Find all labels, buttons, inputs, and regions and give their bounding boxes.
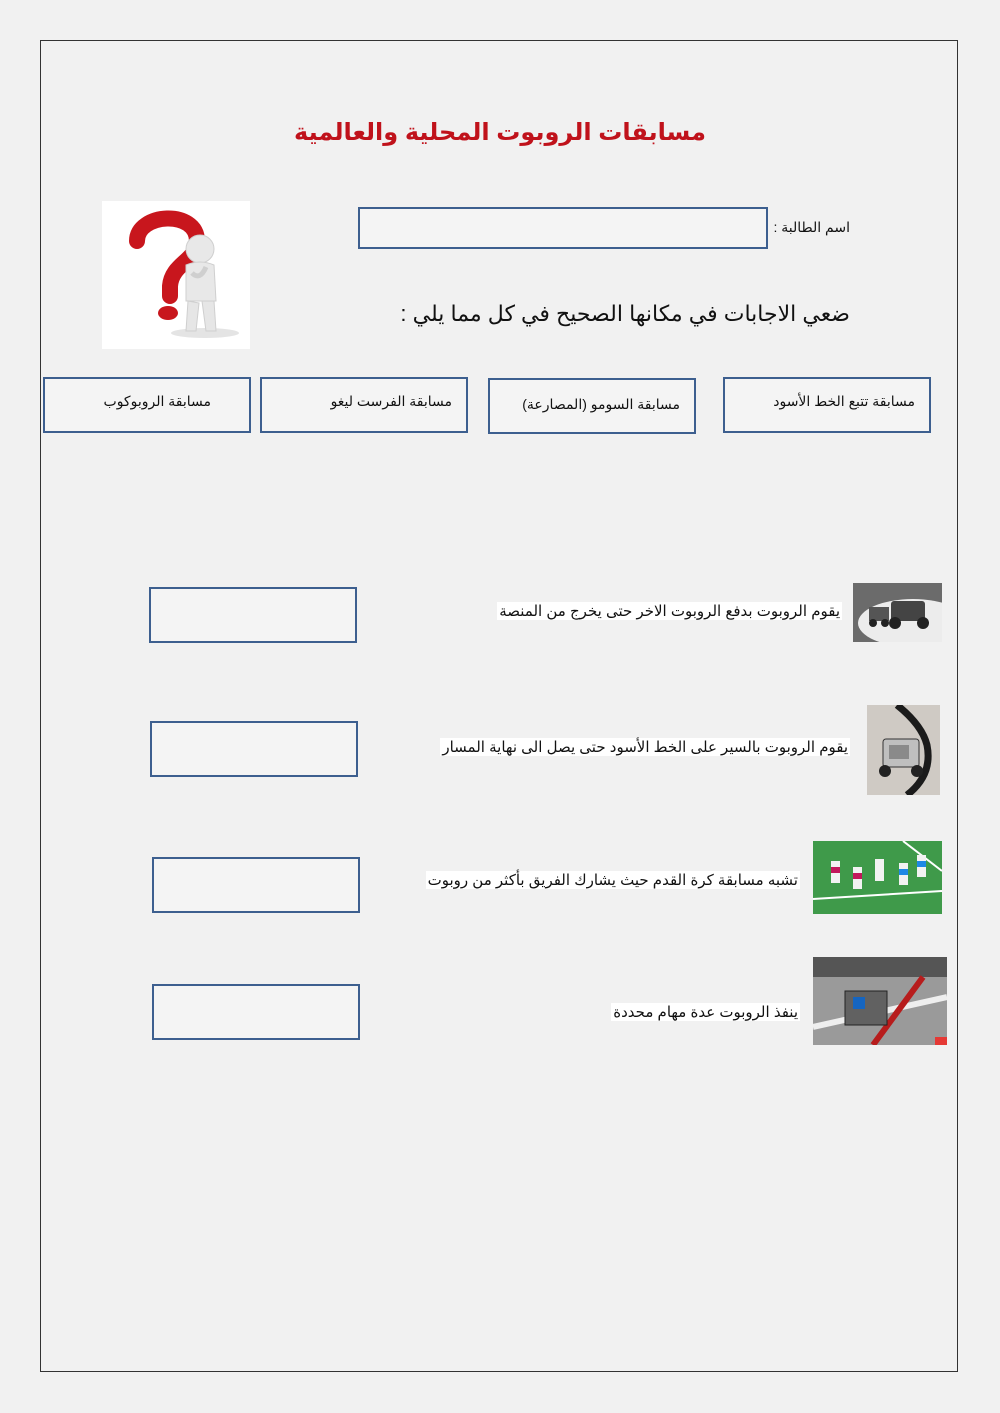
question-2-text: يقوم الروبوت بالسير على الخط الأسود حتى يصل الى نهاية المسار xyxy=(442,739,848,756)
line-follower-robot-image xyxy=(867,705,940,795)
option-line-following[interactable] xyxy=(723,377,931,433)
sumo-robot-image xyxy=(853,583,942,642)
question-mark-icon xyxy=(102,201,250,349)
student-name-label: اسم الطالبة : xyxy=(773,219,850,235)
page-title: مسابقات الروبوت المحلية والعالمية xyxy=(294,119,706,146)
answer-box-4[interactable] xyxy=(152,984,360,1040)
lego-mission-robot-image xyxy=(813,957,947,1045)
question-3-text: تشبه مسابقة كرة القدم حيث يشارك الفريق بأكثر من روبوت xyxy=(427,872,798,889)
option-label: مسابقة الفرست ليغو xyxy=(330,393,452,409)
option-label: مسابقة الروبوكوب xyxy=(103,393,211,409)
answer-box-3[interactable] xyxy=(152,857,360,913)
question-4-text: ينفذ الروبوت عدة مهام محددة xyxy=(613,1004,798,1021)
thinking-person-question-mark-image xyxy=(102,201,250,349)
instruction-text: ضعي الاجابات في مكانها الصحيح في كل مما يلي : xyxy=(400,301,850,326)
question-1-text: يقوم الروبوت بدفع الروبوت الاخر حتى يخرج من المنصة xyxy=(499,603,840,620)
option-label: مسابقة السومو (المصارعة) xyxy=(522,396,680,412)
option-robocup[interactable] xyxy=(43,377,251,433)
robot-soccer-image xyxy=(813,841,942,914)
answer-box-2[interactable] xyxy=(150,721,358,777)
option-label: مسابقة تتبع الخط الأسود xyxy=(773,393,915,409)
option-sumo[interactable] xyxy=(488,378,696,434)
answer-box-1[interactable] xyxy=(149,587,357,643)
option-first-lego[interactable] xyxy=(260,377,468,433)
